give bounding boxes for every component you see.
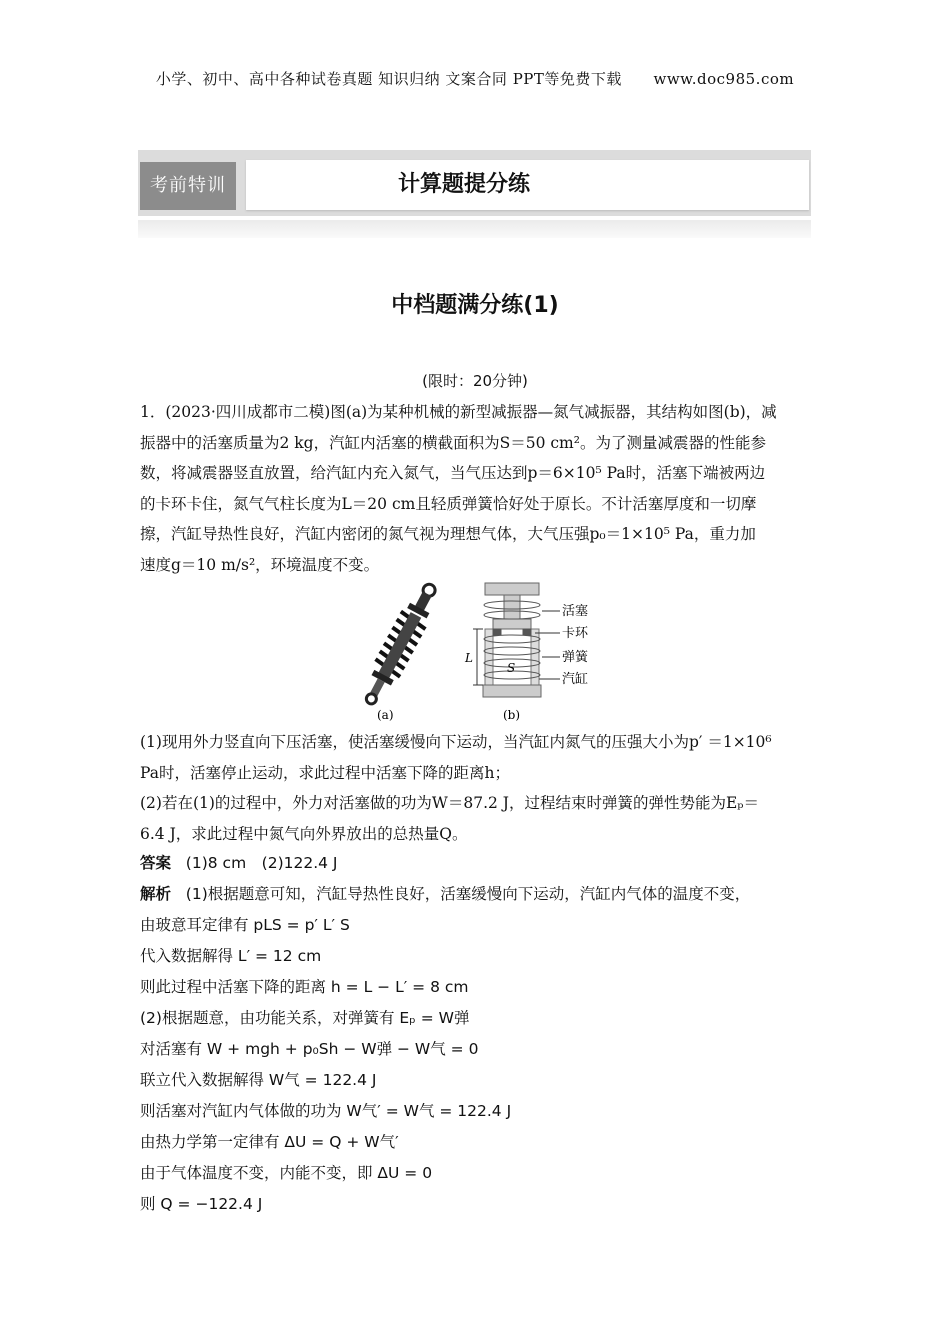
solution-line: (2)根据题意，由功能关系，对弹簧有 Eₚ = W弹 [140, 1009, 470, 1027]
solution-line: 由于气体温度不变，内能不变，即 ΔU = 0 [140, 1164, 433, 1182]
header-site-url[interactable]: www.doc985.com [653, 70, 795, 88]
problem-stem [140, 397, 812, 580]
label-cylinder: 汽缸 [562, 672, 589, 687]
solution-line: 则活塞对汽缸内气体做的功为 W气′ = W气 = 122.4 J [140, 1102, 512, 1120]
solution-line: 代入数据解得 L′ = 12 cm [140, 947, 322, 965]
page-header [0, 68, 950, 89]
question-2 [140, 788, 812, 849]
solution-line: 则此过程中活塞下降的距离 h = L − L′ = 8 cm [140, 978, 469, 996]
shock-absorber-figure [355, 575, 615, 725]
question-1 [140, 727, 812, 788]
solution-label: 解析 [140, 885, 172, 903]
time-limit: (限时：20分钟) [422, 372, 528, 390]
answer [140, 848, 812, 879]
header-site-text: 小学、初中、高中各种试卷真题 知识归纳 文案合同 PPT等免费下载 [155, 70, 622, 88]
solution-line: 解析 (1)根据题意可知，汽缸导热性良好，活塞缓慢向下运动，汽缸内气体的温度不变， [140, 885, 751, 903]
shock-absorber-photo [356, 578, 445, 710]
stem-line: 的卡环卡住，氮气气柱长度为L＝20 cm且轻质弹簧恰好处于原长。不计活塞厚度和一切摩 [140, 494, 757, 513]
figure-label-b: (b) [503, 708, 521, 722]
solution-line: 则 Q = −122.4 J [140, 1195, 263, 1213]
solution-line: 由热力学第一定律有 ΔU = Q + W气′ [140, 1133, 399, 1151]
label-piston: 活塞 [562, 604, 589, 619]
answer-text: (1)8 cm (2)122.4 J [185, 854, 338, 872]
stem-line: 1．(2023·四川成都市二模)图(a)为某种机械的新型减振器—氮气减振器，其结构如图(b)，减 [140, 403, 777, 421]
stem-line: 速度g＝10 m/s²，环境温度不变。 [140, 555, 380, 574]
banner-gradient [138, 220, 811, 238]
label-spring: 弹簧 [562, 650, 589, 665]
solution-line: 联立代入数据解得 W气 = 122.4 J [140, 1071, 377, 1089]
label-snap-ring: 卡环 [562, 626, 589, 641]
solution-line: 对活塞有 W + mgh + p₀Sh − W弹 − W气 = 0 [140, 1040, 479, 1058]
page-title: 中档题满分练(1) [391, 293, 559, 318]
q2-line: (2)若在(1)的过程中，外力对活塞做的功为W＝87.2 J，过程结束时弹簧的弹性势能为Eₚ＝ [140, 794, 760, 812]
answer-label: 答案 [140, 854, 172, 872]
solution [140, 879, 812, 1220]
banner-tag: 考前特训 [140, 162, 236, 210]
solution-line: 由玻意耳定律有 pLS = p′ L′ S [140, 916, 350, 934]
stem-line: 振器中的活塞质量为2 kg，汽缸内活塞的横截面积为S＝50 cm²。为了测量减震器的性能参 [140, 433, 766, 452]
dimension-L: L [465, 651, 473, 665]
stem-line: 数，将减震器竖直放置，给汽缸内充入氮气，当气压达到p＝6×10⁵ Pa时，活塞下端被两边 [140, 464, 766, 482]
shock-absorber-schematic [473, 583, 560, 697]
figure-label-a: (a) [377, 708, 394, 722]
q1-line: Pa时，活塞停止运动，求此过程中活塞下降的距离h； [140, 763, 510, 782]
section-banner [138, 150, 811, 240]
q2-line: 6.4 J，求此过程中氮气向外界放出的总热量Q。 [140, 824, 468, 843]
banner-title: 计算题提分练 [246, 160, 809, 210]
dimension-S: S [507, 661, 516, 675]
q1-line: (1)现用外力竖直向下压活塞，使活塞缓慢向下运动，当汽缸内氮气的压强大小为p′ ＝1×10⁶ [140, 733, 772, 751]
stem-line: 擦，汽缸导热性良好，汽缸内密闭的氮气视为理想气体，大气压强p₀＝1×10⁵ Pa，重力加 [140, 525, 756, 543]
